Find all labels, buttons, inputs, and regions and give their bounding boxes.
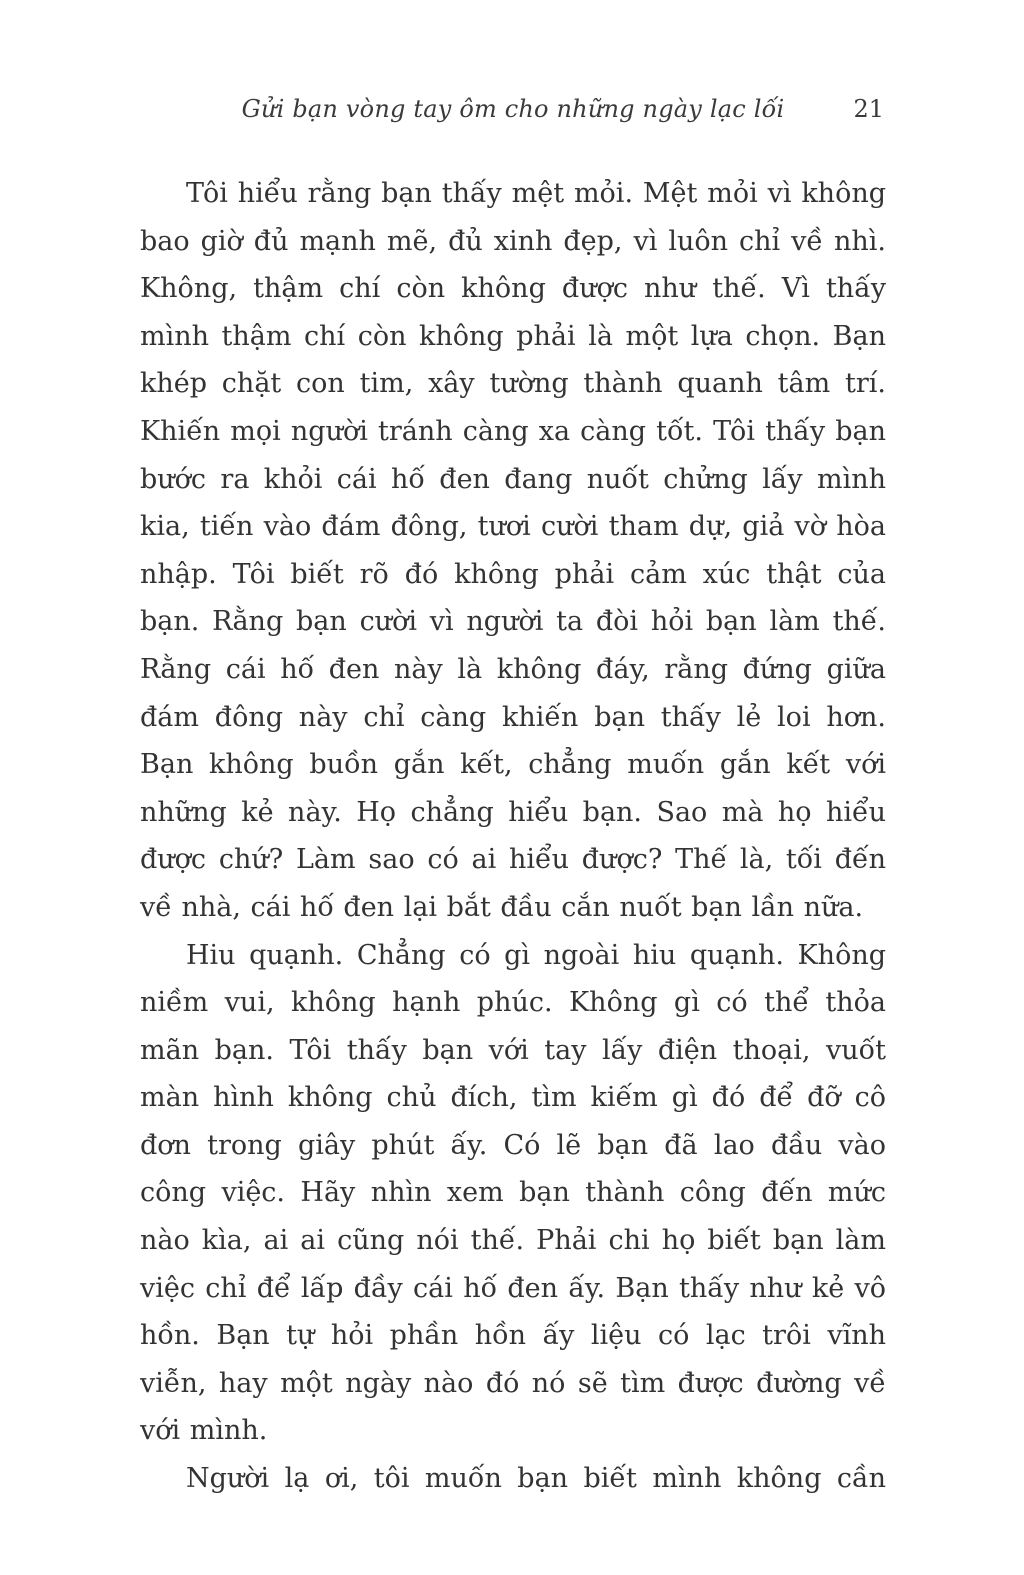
paragraph-3: Người lạ ơi, tôi muốn bạn biết mình không cần: [186, 1463, 886, 1495]
running-title: Gửi bạn vòng tay ôm cho những ngày lạc lối: [241, 95, 785, 123]
page-number: 21: [853, 95, 884, 123]
paragraph-2: Hiu quạnh. Chẳng có gì ngoài hiu quạnh. Không niềm vui, không hạnh phúc. Không gì có thể thỏa mãn bạn. Tôi thấy bạn với tay lấy điện thoại, vuốt màn hình không chủ đích, tìm kiếm gì đó để đỡ cô đơn trong giây phút ấy. Có lẽ bạn đã lao đầu vào công việc. Hãy nhìn xem bạn thành công đến mức nào kìa, ai ai cũng nói thế. Phải chi họ biết bạn làm việc chỉ để lấp đầy cái hố đen ấy. Bạn thấy như kẻ vô hồn. Bạn tự hỏi phần hồn ấy liệu có lạc trôi vĩnh viễn, hay một ngày nào đó nó sẽ tìm được đường về với mình.: [140, 939, 886, 1447]
page-header: [140, 92, 886, 126]
body-text: [140, 170, 886, 1503]
paragraph-1: Tôi hiểu rằng bạn thấy mệt mỏi. Mệt mỏi vì không bao giờ đủ mạnh mẽ, đủ xinh đẹp, vì luôn chỉ về nhì. Không, thậm chí còn không được như thế. Vì thấy mình thậm chí còn không phải là một lựa chọn. Bạn khép chặt con tim, xây tường thành quanh tâm trí. Khiến mọi người tránh càng xa càng tốt. Tôi thấy bạn bước ra khỏi cái hố đen đang nuốt chửng lấy mình kia, tiến vào đám đông, tươi cười tham dự, giả vờ hòa nhập. Tôi biết rõ đó không phải cảm xúc thật của bạn. Rằng bạn cười vì người ta đòi hỏi bạn làm thế. Rằng cái hố đen này là không đáy, rằng đứng giữa đám đông này chỉ càng khiến bạn thấy lẻ loi hơn. Bạn không buồn gắn kết, chẳng muốn gắn kết với những kẻ này. Họ chẳng hiểu bạn. Sao mà họ hiểu được chứ? Làm sao có ai hiểu được? Thế là, tối đến về nhà, cái hố đen lại bắt đầu cắn nuốt bạn lần nữa.: [140, 178, 886, 923]
